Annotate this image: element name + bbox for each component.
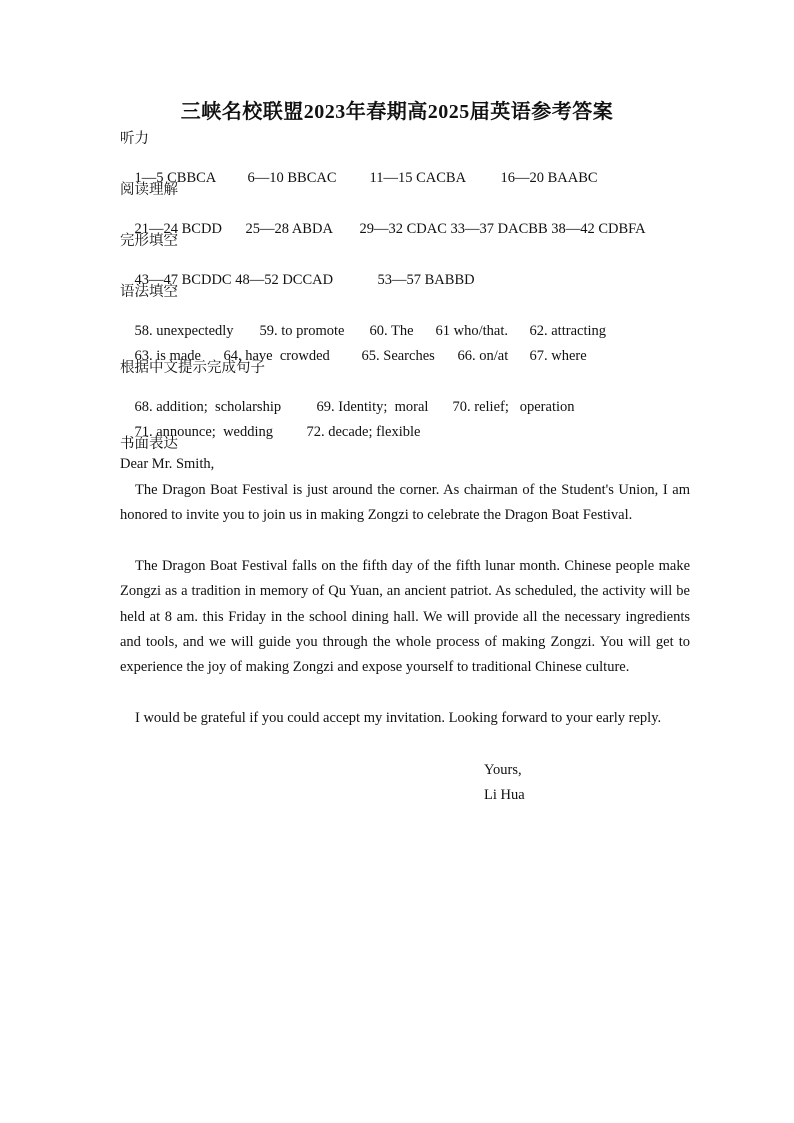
letter-signature: Li Hua bbox=[484, 787, 525, 803]
answer-group: 43—47 BCDDC 48—52 DCCAD bbox=[134, 272, 334, 288]
answer-item: 59. to promote bbox=[259, 323, 345, 339]
answer-group: 16—20 BAABC bbox=[500, 170, 598, 186]
answer-item: 60. The bbox=[369, 323, 414, 339]
letter-paragraph: I would be grateful if you could accept my invitation. Looking forward to your early reply. bbox=[135, 710, 662, 726]
section-heading-writing: 书面表达 bbox=[120, 436, 178, 452]
answer-item: 67. where bbox=[529, 348, 587, 364]
answer-group: 6—10 BBCAC bbox=[247, 170, 337, 186]
section-heading-translation: 根据中文提示完成句子 bbox=[120, 360, 265, 376]
reading-answers bbox=[120, 204, 646, 255]
listening-answers bbox=[120, 153, 598, 204]
section-heading-reading: 阅读理解 bbox=[120, 182, 178, 198]
answer-group: 11—15 CACBA bbox=[369, 170, 467, 186]
answer-item: 66. on/at bbox=[457, 348, 509, 364]
answer-item: 71. announce; wedding bbox=[134, 424, 274, 440]
answer-item: 68. addition; scholarship bbox=[134, 399, 282, 415]
letter-greeting: Dear Mr. Smith, bbox=[120, 456, 215, 472]
answer-item: 72. decade; flexible bbox=[306, 424, 421, 440]
section-heading-cloze: 完形填空 bbox=[120, 233, 178, 249]
section-heading-listening: 听力 bbox=[120, 131, 149, 147]
answer-group: 53—57 BABBD bbox=[377, 272, 475, 288]
answer-group: 25—28 ABDA bbox=[245, 221, 333, 237]
letter-paragraph: The Dragon Boat Festival is just around the corner. As chairman of the Student's Union, I am honored to invite you to join us in making Zongzi to celebrate the Dragon Boat Festival. bbox=[120, 482, 690, 524]
answer-item: 62. attracting bbox=[529, 323, 607, 339]
answer-group: 21—24 BCDD bbox=[134, 221, 222, 237]
answer-item: 65. Searches bbox=[361, 348, 435, 364]
section-heading-grammar: 语法填空 bbox=[120, 284, 178, 300]
page-title: 三峡名校联盟2023年春期高2025届英语参考答案 bbox=[180, 101, 614, 123]
answer-item: 58. unexpectedly bbox=[134, 323, 234, 339]
letter-paragraph: The Dragon Boat Festival falls on the fifth day of the fifth lunar month. Chinese people make Zongzi as a tradition in memory of Qu Yuan, an ancient patriot. As scheduled, the activity will be held at 8 am. this Friday in the school dining hall. We will provide all the necessary ingredients and tools, and we will guide you through the whole process of making Zongzi. You will get to experience the joy of making Zongzi and expose yourself to traditional Chinese culture. bbox=[120, 558, 690, 676]
answer-item: 69. Identity; moral bbox=[316, 399, 429, 415]
answer-group: 29—32 CDAC 33—37 DACBB 38—42 CDBFA bbox=[359, 221, 646, 237]
answer-group: 1—5 CBBCA bbox=[134, 170, 217, 186]
answer-item: 64. have crowded bbox=[223, 348, 330, 364]
answer-item: 70. relief; operation bbox=[452, 399, 575, 415]
answer-item: 63. is made bbox=[134, 348, 201, 364]
letter-closing: Yours, bbox=[484, 762, 522, 778]
answer-item: 61 who/that. bbox=[435, 323, 508, 339]
